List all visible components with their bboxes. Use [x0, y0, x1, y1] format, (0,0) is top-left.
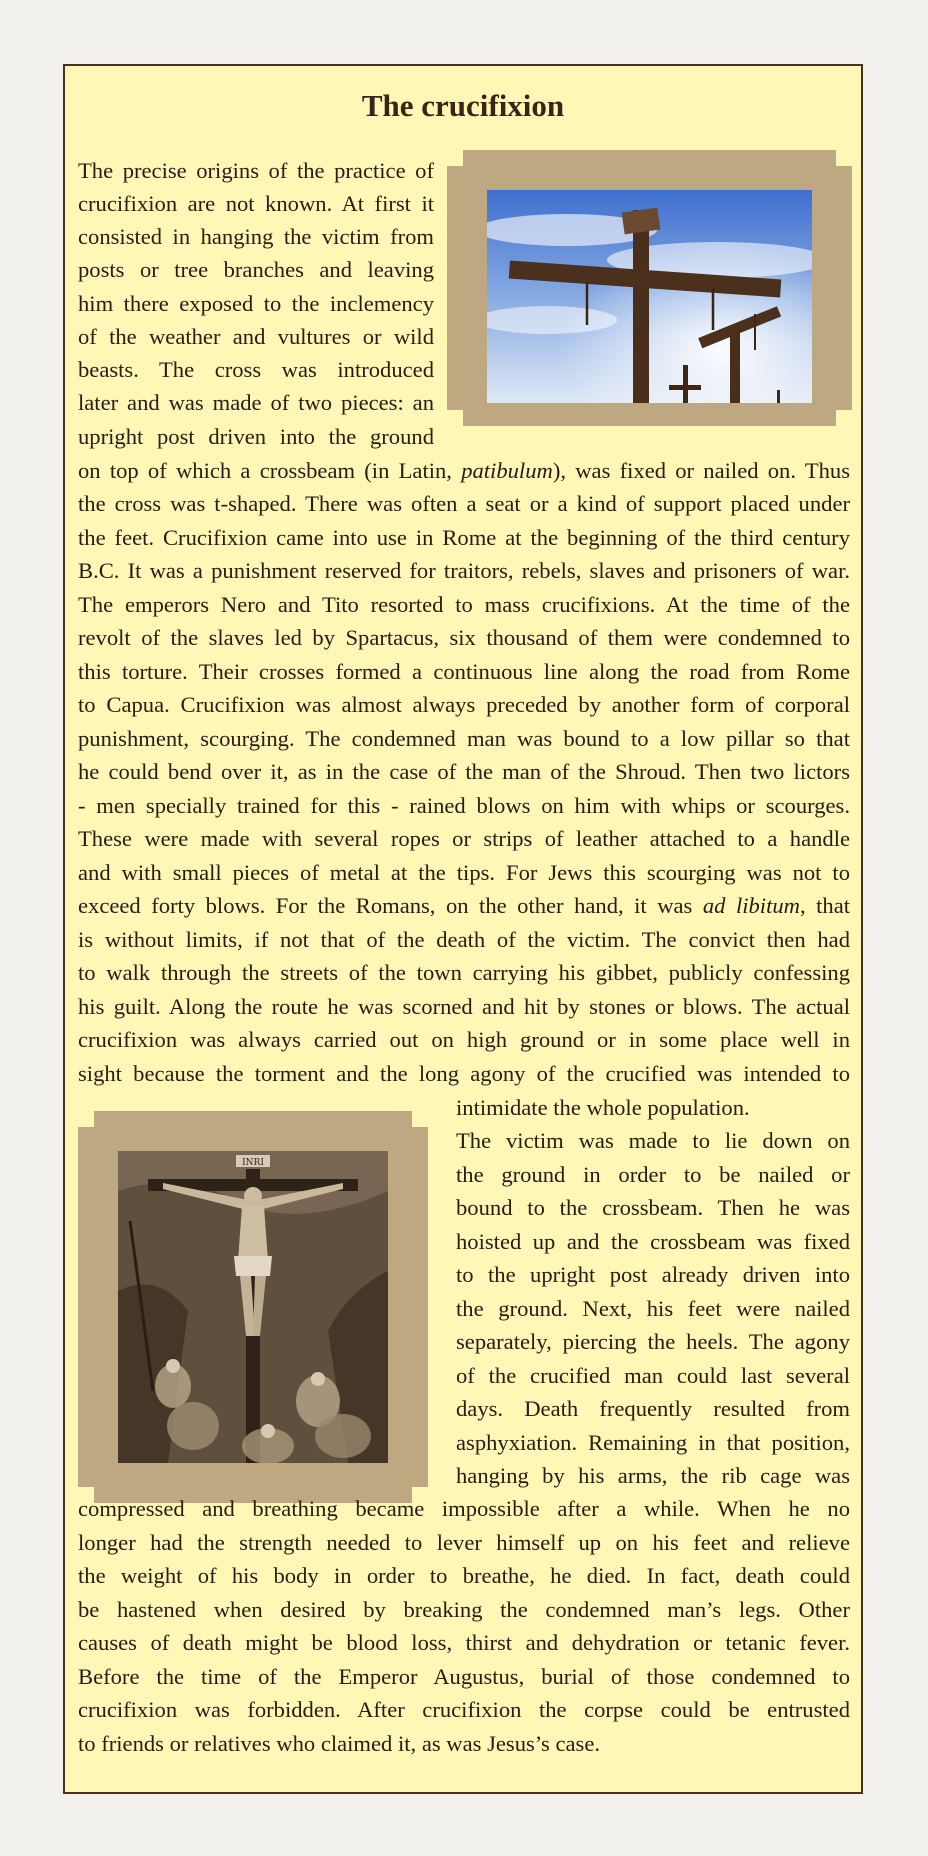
text-line: hanging by his arms, the rib cage was: [456, 1463, 850, 1488]
text-line: sight because the torment and the long agony of the crucified was intended to: [78, 1061, 850, 1086]
text-line: posts or tree branches and leaving: [78, 257, 434, 282]
text-line: bound to the crossbeam. Then he was: [456, 1195, 850, 1220]
text-line: crucifixion was forbidden. After crucifixion the corpse could be entrusted: [78, 1697, 850, 1722]
text-line: crucifixion was always carried out on high ground or in some place well in: [78, 1027, 850, 1052]
crucifixion-engraving: [118, 1151, 388, 1463]
text-line: the ground. Next, his feet were nailed: [456, 1296, 850, 1321]
text-line: is without limits, if not that of the death of the victim. The convict then had: [78, 927, 850, 952]
text-line: to Capua. Crucifixion was almost always preceded by another form of corporal: [78, 692, 850, 717]
text-line: consisted in hanging the victim from: [78, 224, 434, 249]
text-line: The precise origins of the practice of: [78, 158, 434, 183]
text-line: of the weather and vultures or wild: [78, 324, 434, 349]
text-line: Before the time of the Emperor Augustus, burial of those condemned to: [78, 1664, 850, 1689]
text-line: to friends or relatives who claimed it, as was Jesus’s case.: [78, 1731, 601, 1756]
text-line: These were made with several ropes or strips of leather attached to a handle: [78, 826, 850, 851]
text-line: of the crucified man could last several: [456, 1363, 850, 1388]
text-line: and with small pieces of metal at the tips. For Jews this scourging was not to: [78, 860, 850, 885]
text-line: the weight of his body in order to breathe, he died. In fact, death could: [78, 1563, 850, 1588]
article-panel: [63, 64, 863, 1794]
text-line: hoisted up and the crossbeam was fixed: [456, 1229, 850, 1254]
text-line: compressed and breathing became impossible after a while. When he no: [78, 1496, 850, 1521]
latin-term: ad libitum: [702, 893, 800, 918]
text-line: intimidate the whole population.: [456, 1095, 750, 1120]
text-line: longer had the strength needed to lever himself up on his feet and relieve: [78, 1530, 850, 1555]
text-line: The victim was made to lie down on: [456, 1128, 850, 1153]
text-line: on top of which a crossbeam (in Latin, patibulum), was fixed or nailed on. Thus: [78, 458, 851, 483]
text-line: the feet. Crucifixion came into use in Rome at the beginning of the third century: [78, 525, 850, 550]
text-line: him there exposed to the inclemency: [78, 291, 434, 316]
article-title: The crucifixion: [361, 88, 565, 123]
text-line: the ground in order to be nailed or: [456, 1162, 850, 1187]
text-line: he could bend over it, as in the case of the man of the Shroud. Then two lictors: [78, 759, 850, 784]
latin-term: patibulum: [461, 458, 553, 483]
text-line: beasts. The cross was introduced: [78, 357, 434, 382]
text-line: punishment, scourging. The condemned man was bound to a low pillar so that: [78, 726, 850, 751]
engraving-frame: [78, 1111, 428, 1503]
text-line: crucifixion are not known. At first it: [78, 191, 434, 216]
inri-label: INRI: [242, 1158, 264, 1168]
text-line: exceed forty blows. For the Romans, on the other hand, it was ad libitum, that: [78, 893, 850, 918]
text-line: asphyxiation. Remaining in that position,: [456, 1430, 850, 1455]
text-line: separately, piercing the heels. The agony: [456, 1329, 850, 1354]
text-line: days. Death frequently resulted from: [456, 1396, 850, 1421]
text-line: the cross was t-shaped. There was often a seat or a kind of support placed under: [78, 491, 850, 516]
text-line: to the upright post already driven into: [456, 1262, 850, 1287]
text-line: be hastened when desired by breaking the condemned man’s legs. Other: [78, 1597, 850, 1622]
text-line: to walk through the streets of the town carrying his gibbet, publicly confessing: [78, 960, 850, 985]
text-line: B.C. It was a punishment reserved for traitors, rebels, slaves and prisoners of war.: [78, 558, 850, 583]
text-line: - men specially trained for this - rained blows on him with whips or scourges.: [78, 793, 850, 818]
photo-frame-crosses: [447, 150, 852, 426]
text-line: revolt of the slaves led by Spartacus, six thousand of them were condemned to: [78, 625, 850, 650]
text-line: later and was made of two pieces: an: [78, 390, 434, 415]
text-line: causes of death might be blood loss, thirst and dehydration or tetanic fever.: [78, 1630, 850, 1655]
crosses-sky-photo: [487, 190, 812, 403]
text-line: upright post driven into the ground: [78, 424, 434, 449]
text-line: his guilt. Along the route he was scorned and hit by stones or blows. The actual: [78, 994, 850, 1019]
text-line: The emperors Nero and Tito resorted to mass crucifixions. At the time of the: [78, 592, 850, 617]
text-line: this torture. Their crosses formed a continuous line along the road from Rome: [78, 659, 850, 684]
